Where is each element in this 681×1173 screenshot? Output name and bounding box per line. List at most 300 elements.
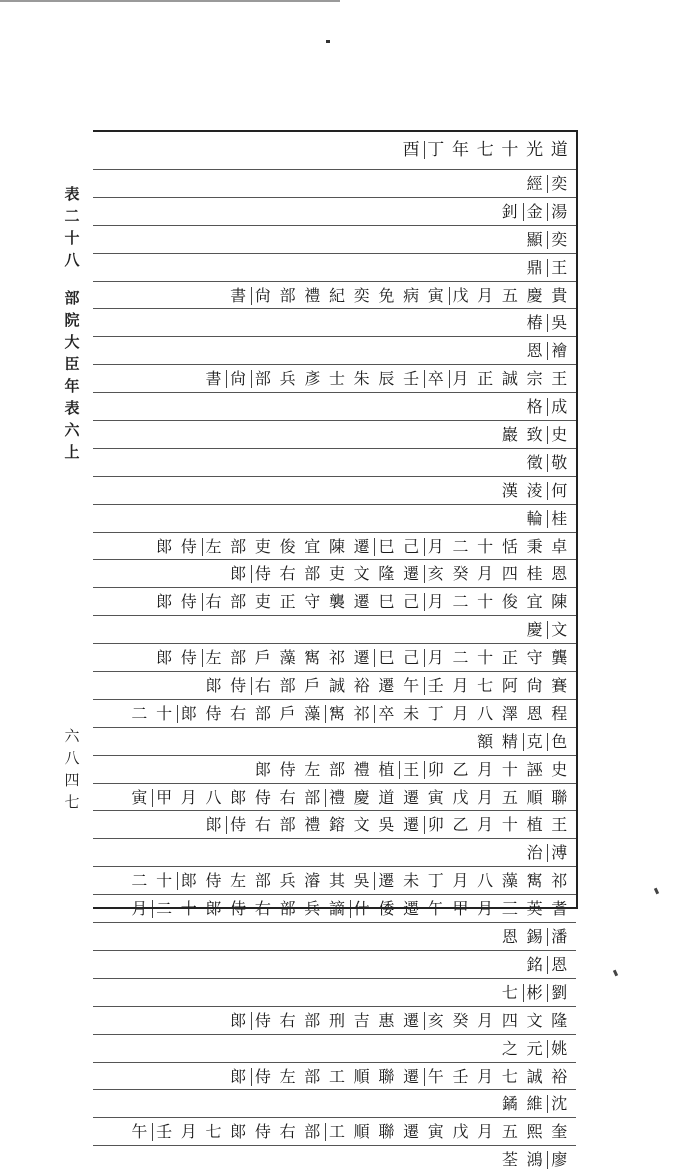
table-cell: 藻 xyxy=(279,648,296,668)
table-cell: 巖 xyxy=(501,425,518,445)
table-cell: 月 xyxy=(477,1122,494,1142)
table-cell: 月 xyxy=(424,645,448,671)
table-cell: 禮 xyxy=(353,759,370,779)
table-cell: 十 xyxy=(156,703,173,723)
row-7 xyxy=(93,309,576,337)
table-cell: 郞 xyxy=(177,701,201,727)
row-29 xyxy=(93,923,576,951)
table-cell xyxy=(325,896,349,922)
table-cell: 病 xyxy=(403,285,420,305)
table-cell: 遷 xyxy=(403,815,420,835)
table-cell: 寯 xyxy=(526,871,543,891)
row-22 xyxy=(93,728,576,756)
table-cell: 己 xyxy=(403,592,420,612)
table-cell: 左 xyxy=(202,645,226,671)
table-cell: 免 xyxy=(378,285,395,305)
table-cell: 書 xyxy=(205,369,222,389)
table-cell: 潘 xyxy=(547,924,571,950)
table-cell: 之 xyxy=(501,1038,518,1058)
table-cell: 遷 xyxy=(403,1010,420,1030)
table-cell xyxy=(300,896,324,922)
table-cell: 遷 xyxy=(353,592,370,612)
table-cell: 銘 xyxy=(526,954,543,974)
table-cell: 正 xyxy=(477,369,494,389)
table-cell: 錫 xyxy=(526,927,543,947)
table-cell: 二 xyxy=(131,703,148,723)
table-cell: 襘 xyxy=(547,338,571,364)
table-cell: 恩 xyxy=(551,564,568,584)
table-cell: 陳 xyxy=(328,536,345,556)
table-cell: 工 xyxy=(325,1119,349,1145)
table-cell: 月 xyxy=(452,871,469,891)
table-cell: 丁 xyxy=(427,703,444,723)
table-cell: 鼎 xyxy=(526,257,543,277)
table-cell: 慶 xyxy=(526,620,543,640)
table-cell: 史 xyxy=(551,759,568,779)
table-cell: 守 xyxy=(304,592,321,612)
table-cell: 部 xyxy=(279,676,296,696)
table-cell: 未 xyxy=(403,703,420,723)
table-cell: 左 xyxy=(230,871,247,891)
table-cell: 月 xyxy=(477,1010,494,1030)
table-bottom-border xyxy=(93,907,578,909)
row-34 xyxy=(93,1063,576,1091)
table-cell: 月 xyxy=(477,759,494,779)
table-cell xyxy=(202,896,226,922)
table-cell: 誠 xyxy=(526,1066,543,1086)
table-cell: 文 xyxy=(353,815,370,835)
row-17 xyxy=(93,588,576,616)
table-cell: 戶 xyxy=(279,703,296,723)
row-28 xyxy=(93,895,576,923)
row-4 xyxy=(93,226,576,254)
table-cell: 寅 xyxy=(427,1122,444,1142)
table-cell: 郞 xyxy=(254,759,271,779)
table-cell: 癸 xyxy=(452,564,469,584)
table-cell: 裕 xyxy=(353,676,370,696)
table-cell: 右 xyxy=(230,703,247,723)
table-cell xyxy=(498,896,522,922)
table-cell: 二 xyxy=(452,592,469,612)
table-cell: 右 xyxy=(279,564,296,584)
table-cell: 宗 xyxy=(526,369,543,389)
table-cell: 部 xyxy=(254,703,271,723)
table-cell: 郞 xyxy=(156,536,173,556)
table-cell: 慶 xyxy=(353,787,370,807)
table-cell: 七 xyxy=(501,982,518,1002)
table-cell: 部 xyxy=(251,366,275,392)
table-cell: 尙 xyxy=(251,283,275,309)
table-cell: 己 xyxy=(403,536,420,556)
row-21 xyxy=(93,700,576,728)
table-cell: 治 xyxy=(526,843,543,863)
table-cell: 侍 xyxy=(251,561,275,587)
ink-speck xyxy=(326,40,330,43)
table-cell: 右 xyxy=(251,673,275,699)
year-row xyxy=(93,132,576,170)
table-cell: 克 xyxy=(523,729,547,755)
table-cell: 戶 xyxy=(254,648,271,668)
table-cell: 禮 xyxy=(304,285,321,305)
row-13 xyxy=(93,477,576,505)
table-cell: 書 xyxy=(230,285,247,305)
table-cell: 遷 xyxy=(353,536,370,556)
table-cell: 文 xyxy=(353,564,370,584)
table-cell: 遷 xyxy=(378,676,395,696)
table-cell: 維 xyxy=(526,1094,543,1114)
table-cell: 七 xyxy=(476,140,494,160)
table-cell: 侍 xyxy=(230,676,247,696)
table-cell: 亥 xyxy=(424,1008,448,1034)
table-cell: 寯 xyxy=(304,648,321,668)
table-cell: 七 xyxy=(501,1066,518,1086)
table-cell: 彥 xyxy=(304,369,321,389)
table-cell: 侍 xyxy=(180,648,197,668)
table-cell: 郞 xyxy=(230,787,247,807)
table-cell: 左 xyxy=(279,1066,296,1086)
table-cell: 右 xyxy=(279,1122,296,1142)
table-cell: 月 xyxy=(180,787,197,807)
table-cell: 金 xyxy=(523,199,547,225)
row-16 xyxy=(93,560,576,588)
table-cell: 遷 xyxy=(403,787,420,807)
table-cell xyxy=(152,896,176,922)
table-cell: 吏 xyxy=(254,592,271,612)
row-33 xyxy=(93,1035,576,1063)
row-15 xyxy=(93,533,576,561)
table-cell: 部 xyxy=(254,871,271,891)
table-cell: 正 xyxy=(501,648,518,668)
table-cell: 侍 xyxy=(205,871,222,891)
table-cell: 恩 xyxy=(526,703,543,723)
table-cell: 裕 xyxy=(551,1066,568,1086)
table-cell: 月 xyxy=(477,815,494,835)
row-37 xyxy=(93,1146,576,1173)
table-cell: 何 xyxy=(547,478,571,504)
table-cell: 恩 xyxy=(526,341,543,361)
table-cell xyxy=(449,896,473,922)
table-cell: 吏 xyxy=(254,536,271,556)
table-cell: 四 xyxy=(501,564,518,584)
table-cell: 兵 xyxy=(279,871,296,891)
table-cell: 侍 xyxy=(254,787,271,807)
table-cell: 左 xyxy=(202,534,226,560)
table-cell: 史 xyxy=(547,422,571,448)
table-cell: 七 xyxy=(477,676,494,696)
table-cell: 侍 xyxy=(251,1064,275,1090)
table-cell: 王 xyxy=(551,369,568,389)
table-cell: 元 xyxy=(526,1038,543,1058)
table-cell: 宜 xyxy=(304,536,321,556)
table-cell: 祁 xyxy=(551,871,568,891)
table-cell: 卯 xyxy=(424,812,448,838)
table-cell: 卓 xyxy=(551,536,568,556)
table-cell: 十 xyxy=(477,592,494,612)
table-cell: 十 xyxy=(477,648,494,668)
table-cell: 五 xyxy=(501,285,518,305)
table-cell: 慶 xyxy=(526,285,543,305)
table-cell: 甲 xyxy=(152,785,176,811)
table-cell: 月 xyxy=(424,589,448,615)
table-cell: 二 xyxy=(452,648,469,668)
table-cell: 精 xyxy=(501,731,518,751)
table-cell: 敬 xyxy=(547,450,571,476)
table-cell: 左 xyxy=(304,759,321,779)
table-cell: 卒 xyxy=(424,366,448,392)
table-cell: 侍 xyxy=(226,812,250,838)
row-12 xyxy=(93,449,576,477)
table-cell: 部 xyxy=(304,787,321,807)
table-cell: 姚 xyxy=(547,1036,571,1062)
table-cell: 刑 xyxy=(328,1010,345,1030)
table-cell: 程 xyxy=(551,703,568,723)
table-cell: 劉 xyxy=(547,980,571,1006)
table-cell: 色 xyxy=(547,729,571,755)
table-cell: 工 xyxy=(328,1066,345,1086)
table-cell: 卒 xyxy=(374,701,398,727)
table-cell: 酉 xyxy=(402,140,420,160)
table-cell: 誠 xyxy=(501,369,518,389)
table-cell: 紀 xyxy=(328,285,345,305)
table-cell: 部 xyxy=(304,1066,321,1086)
table-cell: 貴 xyxy=(551,285,568,305)
table-cell: 侍 xyxy=(251,1008,275,1034)
table-cell: 月 xyxy=(477,285,494,305)
table-cell: 誣 xyxy=(526,759,543,779)
table-cell: 淩 xyxy=(526,480,543,500)
table-cell: 月 xyxy=(477,1066,494,1086)
table-cell xyxy=(547,896,571,922)
table-cell: 丁 xyxy=(427,871,444,891)
table-cell: 部 xyxy=(279,815,296,835)
table-cell: 順 xyxy=(353,1122,370,1142)
table-cell: 秉 xyxy=(526,536,543,556)
table-cell: 五 xyxy=(501,787,518,807)
table-cell: 恬 xyxy=(501,536,518,556)
table-cell: 右 xyxy=(202,589,226,615)
table-cell: 寯 xyxy=(325,701,349,727)
table-cell: 部 xyxy=(230,592,247,612)
table-cell: 戶 xyxy=(304,676,321,696)
table-cell: 誠 xyxy=(328,676,345,696)
table-cell: 宜 xyxy=(526,592,543,612)
table-cell: 郞 xyxy=(156,592,173,612)
table-cell: 寅 xyxy=(131,787,148,807)
table-cell: 藻 xyxy=(304,703,321,723)
table-cell: 守 xyxy=(526,648,543,668)
table-cell xyxy=(523,896,547,922)
table-cell: 癸 xyxy=(452,1010,469,1030)
row-26 xyxy=(93,839,576,867)
table-cell: 郞 xyxy=(230,564,247,584)
table-cell: 聯 xyxy=(378,1066,395,1086)
table-cell: 恩 xyxy=(501,927,518,947)
table-cell: 漢 xyxy=(501,480,518,500)
table-cell: 其 xyxy=(328,871,345,891)
table-cell: 郞 xyxy=(205,815,222,835)
table-cell: 額 xyxy=(477,731,494,751)
table-cell: 月 xyxy=(477,787,494,807)
table-cell: 月 xyxy=(452,676,469,696)
table-cell: 侍 xyxy=(254,1122,271,1142)
table-cell xyxy=(177,896,201,922)
table-cell: 朱 xyxy=(353,369,370,389)
table-cell: 荃 xyxy=(501,1150,518,1170)
table-cell: 鎔 xyxy=(328,815,345,835)
table-cell: 午 xyxy=(424,1064,448,1090)
row-9 xyxy=(93,365,576,393)
table-cell: 侍 xyxy=(180,536,197,556)
table-cell: 王 xyxy=(551,815,568,835)
row-24 xyxy=(93,784,576,812)
table-cell: 光 xyxy=(526,140,544,160)
ink-mark xyxy=(613,970,618,977)
table-cell: 道 xyxy=(550,140,568,160)
table-cell: 未 xyxy=(403,871,420,891)
table-cell: 月 xyxy=(477,564,494,584)
table-cell: 溥 xyxy=(547,840,571,866)
side-label-table-number: 表二十八 xyxy=(64,185,80,269)
table-cell: 部 xyxy=(328,759,345,779)
table-cell xyxy=(399,896,423,922)
table-cell xyxy=(374,896,398,922)
table-cell: 沈 xyxy=(547,1091,571,1117)
table-cell: 奕 xyxy=(353,285,370,305)
table-cell: 禮 xyxy=(304,815,321,835)
table-cell: 聯 xyxy=(551,787,568,807)
table-cell xyxy=(226,896,250,922)
table-cell: 遷 xyxy=(403,1066,420,1086)
table-cell: 二 xyxy=(452,536,469,556)
table-cell: 年 xyxy=(452,140,469,160)
table-cell: 吉 xyxy=(353,1010,370,1030)
table-cell: 隆 xyxy=(378,564,395,584)
table-cell: 十 xyxy=(501,759,518,779)
table-cell: 格 xyxy=(526,397,543,417)
table-cell: 月 xyxy=(449,366,473,392)
table-cell: 二 xyxy=(131,871,148,891)
table-cell: 禮 xyxy=(325,785,349,811)
table-cell: 熙 xyxy=(526,1122,543,1142)
table-cell: 奕 xyxy=(547,171,571,197)
table-cell: 四 xyxy=(501,1010,518,1030)
table-cell: 祁 xyxy=(328,648,345,668)
table-cell: 郞 xyxy=(230,1122,247,1142)
row-19 xyxy=(93,644,576,672)
row-3 xyxy=(93,198,576,226)
table-cell: 吳 xyxy=(353,871,370,891)
table-cell: 俊 xyxy=(279,536,296,556)
table-cell: 順 xyxy=(353,1066,370,1086)
table-cell: 部 xyxy=(230,536,247,556)
row-2 xyxy=(93,170,576,198)
table-cell: 顯 xyxy=(526,229,543,249)
table-cell: 遷 xyxy=(353,648,370,668)
row-36 xyxy=(93,1118,576,1146)
table-cell: 輪 xyxy=(526,508,543,528)
table-cell: 澤 xyxy=(501,703,518,723)
table-cell: 植 xyxy=(526,815,543,835)
row-5 xyxy=(93,254,576,282)
table-cell: 陳 xyxy=(551,592,568,612)
table-cell: 郞 xyxy=(156,648,173,668)
table-cell: 右 xyxy=(254,815,271,835)
table-cell: 致 xyxy=(526,425,543,445)
table-cell: 成 xyxy=(547,394,571,420)
table-cell: 午 xyxy=(403,676,420,696)
table-cell: 遷 xyxy=(403,564,420,584)
table-cell: 月 xyxy=(424,534,448,560)
table-cell: 彬 xyxy=(523,980,547,1006)
table-cell: 經 xyxy=(526,174,543,193)
table-cell: 卯 xyxy=(424,757,448,783)
table-cell: 吳 xyxy=(547,310,571,336)
table-cell: 侍 xyxy=(180,592,197,612)
table-cell: 吏 xyxy=(328,564,345,584)
table-cell: 文 xyxy=(526,1010,543,1030)
table-cell: 郞 xyxy=(230,1066,247,1086)
table-cell: 文 xyxy=(547,617,571,643)
table-cell: 植 xyxy=(378,759,395,779)
table-cell: 十 xyxy=(501,140,519,160)
table-cell: 乙 xyxy=(452,815,469,835)
table-cell: 壬 xyxy=(452,1066,469,1086)
table-cell: 八 xyxy=(205,787,222,807)
table-cell: 午 xyxy=(131,1122,148,1142)
table-cell: 壬 xyxy=(403,369,420,389)
table-cell: 部 xyxy=(279,285,296,305)
table-cell: 十 xyxy=(477,536,494,556)
row-20 xyxy=(93,672,576,700)
table-cell: 吳 xyxy=(378,815,395,835)
table-cell xyxy=(424,896,448,922)
table-cell: 桂 xyxy=(526,564,543,584)
table-cell xyxy=(251,896,275,922)
table-cell xyxy=(350,896,374,922)
table-cell: 侍 xyxy=(279,759,296,779)
table-cell: 部 xyxy=(304,1010,321,1030)
table-cell: 王 xyxy=(399,757,423,783)
table-cell: 湯 xyxy=(547,199,571,225)
table-cell: 尙 xyxy=(226,366,250,392)
row-27 xyxy=(93,867,576,895)
table-cell: 巳 xyxy=(378,592,395,612)
table-cell: 八 xyxy=(477,703,494,723)
table-cell: 七 xyxy=(205,1122,222,1142)
table-cell: 正 xyxy=(279,592,296,612)
table-cell: 寅 xyxy=(427,787,444,807)
table-cell: 兵 xyxy=(279,369,296,389)
table-cell: 辰 xyxy=(378,369,395,389)
table-cell: 十 xyxy=(501,815,518,835)
table-cell: 士 xyxy=(328,369,345,389)
table-cell: 釗 xyxy=(501,201,518,221)
table-cell: 壬 xyxy=(424,673,448,699)
table-cell xyxy=(473,896,497,922)
table-cell: 桂 xyxy=(547,506,571,532)
table-cell xyxy=(276,896,300,922)
row-35 xyxy=(93,1090,576,1118)
row-18 xyxy=(93,616,576,644)
row-10 xyxy=(93,393,576,421)
table-cell: 右 xyxy=(279,1010,296,1030)
table-cell: 祁 xyxy=(353,703,370,723)
row-8 xyxy=(93,337,576,365)
table-cell: 聯 xyxy=(378,1122,395,1142)
table-cell: 椿 xyxy=(526,313,543,333)
row-25 xyxy=(93,811,576,839)
table-cell: 己 xyxy=(403,648,420,668)
